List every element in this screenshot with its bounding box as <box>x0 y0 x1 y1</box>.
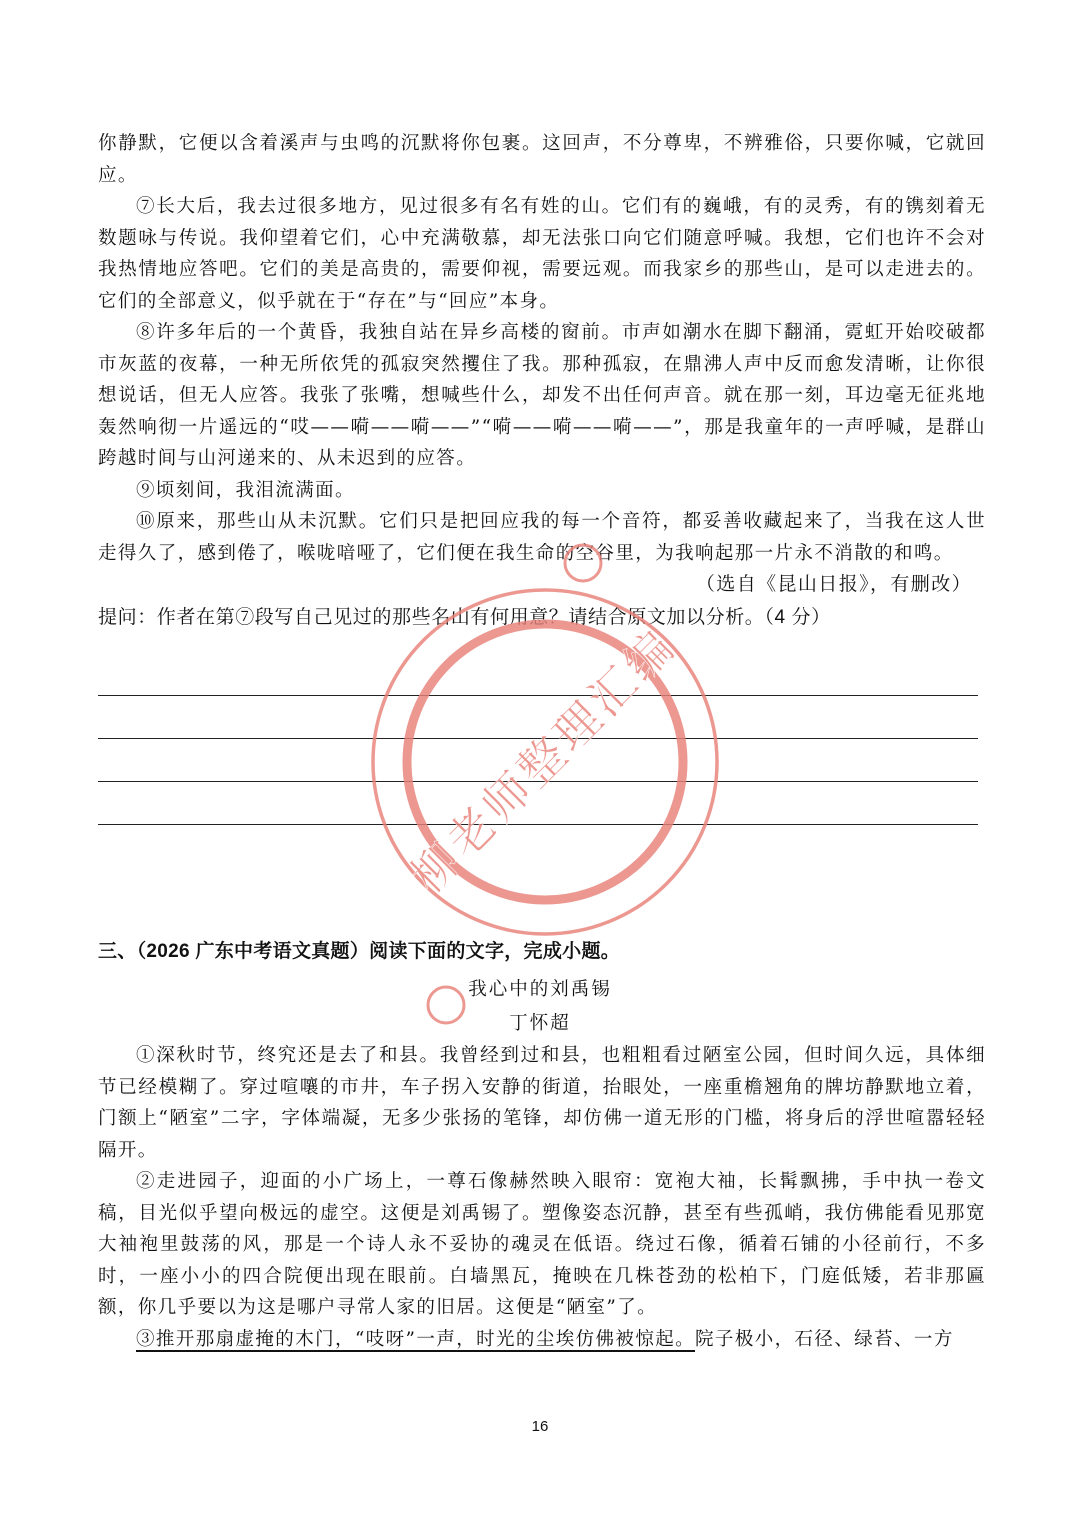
paragraph-9: ⑨顷刻间，我泪流满面。 <box>136 479 355 501</box>
underlined-sentence: ③推开那扇虚掩的木门，“吱呀”一声，时光的尘埃仿佛被惊起。 <box>136 1328 696 1350</box>
article-title: 我心中的刘禹锡 <box>468 979 612 1000</box>
section-heading: 三、（2026 广东中考语文真题）阅读下面的文字，完成小题。 <box>98 941 621 962</box>
paragraph-3 <box>98 1324 986 1356</box>
answer-area[interactable] <box>98 653 978 825</box>
source-citation: （选自《昆山日报》，有删改） <box>695 574 972 595</box>
paragraph-10: ⑩原来，那些山从未沉默。它们只是把回应我的每一个音符，都妥善收藏起来了，当我在这人世走得久了，感到倦了，喉咙喑哑了，它们便在我生命的空谷里，为我响起那一片永不消散的和鸣。 <box>98 511 986 564</box>
answer-line[interactable] <box>98 696 978 739</box>
paragraph-continued: 你静默，它便以含着溪声与虫鸣的沉默将你包裹。这回声，不分尊卑，不辨雅俗，只要你喊，它就回应。 <box>98 133 986 186</box>
paragraph-2: ②走进园子，迎面的小广场上，一尊石像赫然映入眼帘：宽袍大袖，长髯飘拂，手中执一卷文稿，目光似乎望向极远的虚空。这便是刘禹锡了。塑像姿态沉静，甚至有些孤峭，我仿佛能看见那宽大袖袍里鼓荡的风，那是一个诗人永不妥协的魂灵在低语。绕过石像，循着石铺的小径前行，不多时，一座小小的四合院便出现在眼前。白墙黑瓦，掩映在几株苍劲的松柏下，门庭低矮，若非那匾额，你几乎要以为这是哪户寻常人家的旧居。这便是“陋室”了。 <box>98 1171 986 1318</box>
question-prompt: 提问：作者在第⑦段写自己见过的那些名山有何用意？请结合原文加以分析。（4 分） <box>98 607 831 628</box>
watermark-text: 柳老师整理汇编 <box>400 617 687 904</box>
answer-line[interactable] <box>98 782 978 825</box>
paragraph-8: ⑧许多年后的一个黄昏，我独自站在异乡高楼的窗前。市声如潮水在脚下翻涌，霓虹开始咬破都市灰蓝的夜幕，一种无所依凭的孤寂突然攫住了我。那种孤寂，在鼎沸人声中反而愈发清晰，让你很想说话，但无人应答。我张了张嘴，想喊些什么，却发不出任何声音。就在那一刻，耳边毫无征兆地轰然响彻一片遥远的“哎——嗬——嗬——”“嗬——嗬——嗬——”，那是我童年的一声呼喊，是群山跨越时间与山河递来的、从未迟到的应答。 <box>98 322 986 469</box>
page-number: 16 <box>531 1418 549 1435</box>
answer-line[interactable] <box>98 739 978 782</box>
paragraph-3-rest: 院子极小，石径、绿苔、一方 <box>695 1328 954 1350</box>
answer-line[interactable] <box>98 653 978 696</box>
article-author: 丁怀超 <box>509 1013 571 1034</box>
paragraph-7: ⑦长大后，我去过很多地方，见过很多有名有姓的山。它们有的巍峨，有的灵秀，有的镌刻着无数题咏与传说。我仰望着它们，心中充满敬慕，却无法张口向它们随意呼喊。我想，它们也许不会对我热情地应答吧。它们的美是高贵的，需要仰视，需要远观。而我家乡的那些山，是可以走进去的。它们的全部意义，似乎就在于“存在”与“回应”本身。 <box>98 196 986 312</box>
passage-one <box>98 128 986 825</box>
passage-two <box>98 1040 986 1355</box>
paragraph-1: ①深秋时节，终究还是去了和县。我曾经到过和县，也粗粗看过陋室公园，但时间久远，具体细节已经模糊了。穿过喧嚷的市井，车子拐入安静的街道，抬眼处，一座重檐翘角的牌坊静默地立着，门额上“陋室”二字，字体端凝，无多少张扬的笔锋，却仿佛一道无形的门槛，将身后的浮世喧嚣轻轻隔开。 <box>98 1045 986 1161</box>
